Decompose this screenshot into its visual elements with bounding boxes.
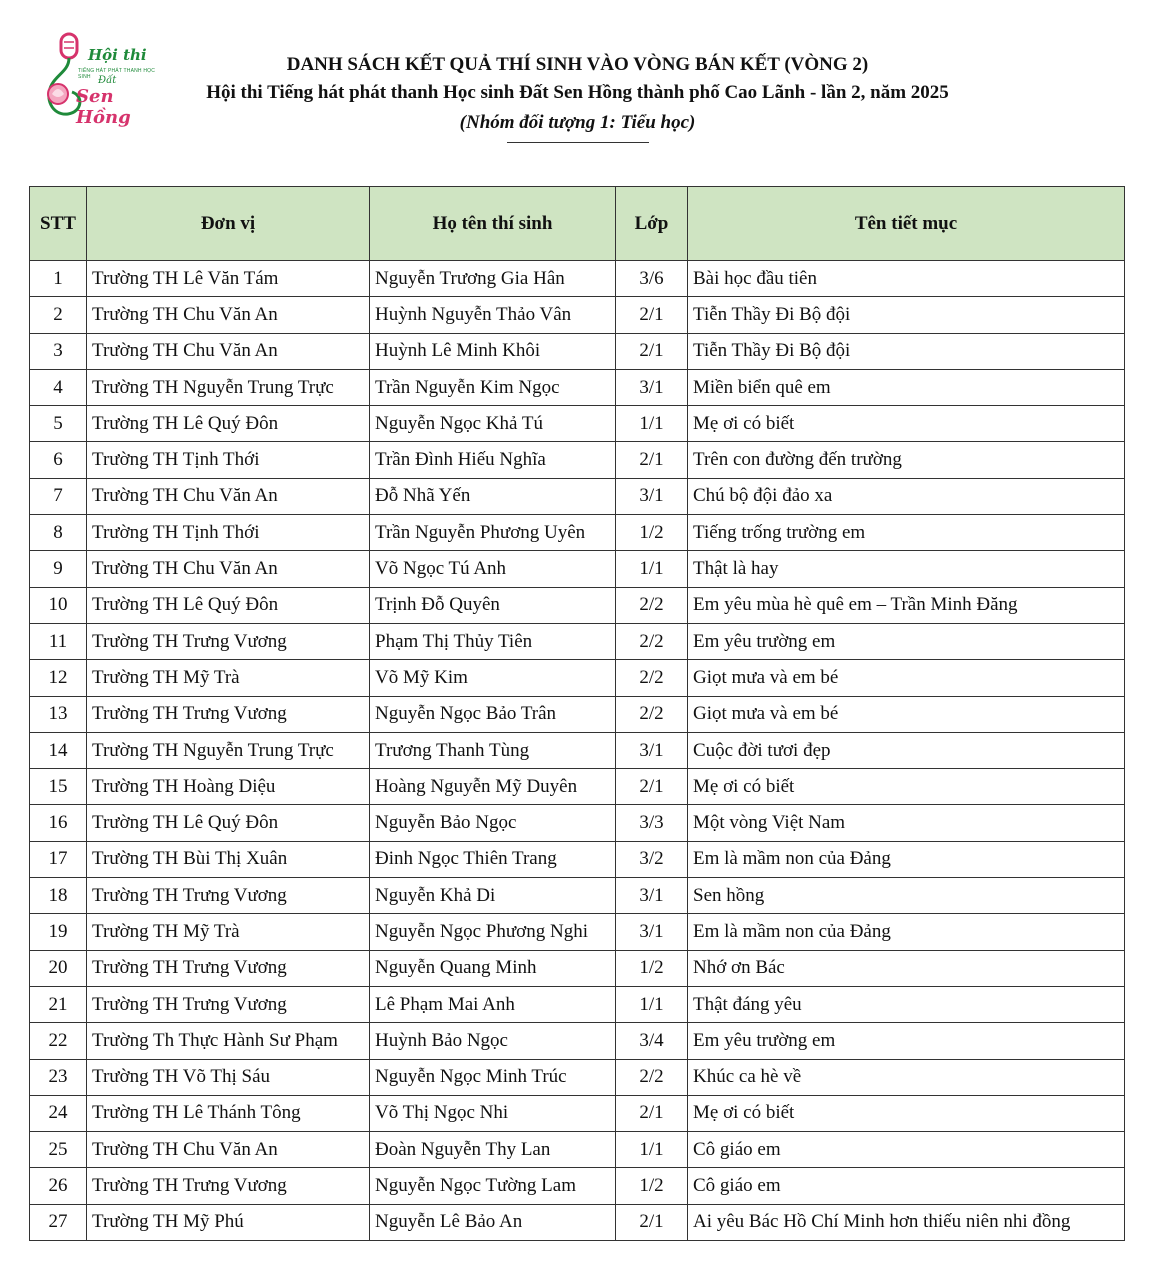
cell-unit: Trường TH Lê Văn Tám bbox=[87, 261, 370, 297]
cell-unit: Trường TH Mỹ Trà bbox=[87, 914, 370, 950]
cell-student-name: Huỳnh Nguyễn Thảo Vân bbox=[370, 297, 616, 333]
table-row bbox=[30, 369, 1125, 405]
cell-class: 3/1 bbox=[616, 878, 688, 914]
table-row bbox=[30, 587, 1125, 623]
table-row bbox=[30, 1132, 1125, 1168]
cell-unit: Trường TH Tịnh Thới bbox=[87, 515, 370, 551]
cell-stt: 5 bbox=[30, 406, 87, 442]
cell-song-title: Tiễn Thầy Đi Bộ đội bbox=[688, 297, 1125, 333]
document-group: (Nhóm đối tượng 1: Tiểu học) bbox=[459, 112, 696, 133]
table-row bbox=[30, 878, 1125, 914]
cell-stt: 26 bbox=[30, 1168, 87, 1204]
results-table bbox=[29, 186, 1125, 1241]
cell-song-title: Thật là hay bbox=[688, 551, 1125, 587]
cell-student-name: Trần Nguyễn Phương Uyên bbox=[370, 515, 616, 551]
table-row bbox=[30, 769, 1125, 805]
cell-class: 3/4 bbox=[616, 1023, 688, 1059]
cell-song-title: Em yêu mùa hè quê em – Trần Minh Đăng bbox=[688, 587, 1125, 623]
cell-class: 2/2 bbox=[616, 623, 688, 659]
cell-unit: Trường TH Mỹ Phú bbox=[87, 1204, 370, 1240]
cell-unit: Trường TH Chu Văn An bbox=[87, 297, 370, 333]
cell-unit: Trường TH Lê Quý Đôn bbox=[87, 406, 370, 442]
cell-stt: 15 bbox=[30, 769, 87, 805]
cell-student-name: Trương Thanh Tùng bbox=[370, 732, 616, 768]
cell-song-title: Cuộc đời tươi đẹp bbox=[688, 732, 1125, 768]
cell-stt: 20 bbox=[30, 950, 87, 986]
cell-song-title: Sen hồng bbox=[688, 878, 1125, 914]
cell-stt: 7 bbox=[30, 478, 87, 514]
cell-song-title: Ai yêu Bác Hồ Chí Minh hơn thiếu niên nhi đồng bbox=[688, 1204, 1125, 1240]
cell-unit: Trường TH Lê Quý Đôn bbox=[87, 805, 370, 841]
cell-class: 3/2 bbox=[616, 841, 688, 877]
cell-song-title: Mẹ ơi có biết bbox=[688, 1095, 1125, 1131]
cell-student-name: Nguyễn Ngọc Minh Trúc bbox=[370, 1059, 616, 1095]
cell-student-name: Nguyễn Ngọc Phương Nghi bbox=[370, 914, 616, 950]
cell-student-name: Nguyễn Quang Minh bbox=[370, 950, 616, 986]
cell-student-name: Nguyễn Lê Bảo An bbox=[370, 1204, 616, 1240]
header-unit: Đơn vị bbox=[87, 187, 370, 261]
cell-class: 1/1 bbox=[616, 551, 688, 587]
table-row bbox=[30, 551, 1125, 587]
cell-student-name: Võ Ngọc Tú Anh bbox=[370, 551, 616, 587]
cell-stt: 13 bbox=[30, 696, 87, 732]
cell-student-name: Phạm Thị Thủy Tiên bbox=[370, 623, 616, 659]
cell-song-title: Tiễn Thầy Đi Bộ đội bbox=[688, 333, 1125, 369]
cell-stt: 16 bbox=[30, 805, 87, 841]
cell-unit: Trường TH Trưng Vương bbox=[87, 950, 370, 986]
cell-unit: Trường TH Nguyễn Trung Trực bbox=[87, 732, 370, 768]
cell-stt: 10 bbox=[30, 587, 87, 623]
cell-unit: Trường TH Chu Văn An bbox=[87, 478, 370, 514]
cell-class: 1/1 bbox=[616, 1132, 688, 1168]
cell-class: 2/1 bbox=[616, 333, 688, 369]
cell-class: 2/1 bbox=[616, 297, 688, 333]
cell-student-name: Võ Mỹ Kim bbox=[370, 660, 616, 696]
table-row bbox=[30, 1168, 1125, 1204]
cell-class: 3/1 bbox=[616, 369, 688, 405]
table-row bbox=[30, 1059, 1125, 1095]
header-class: Lớp bbox=[616, 187, 688, 261]
title-underline bbox=[507, 142, 649, 143]
cell-student-name: Nguyễn Ngọc Khả Tú bbox=[370, 406, 616, 442]
cell-student-name: Đoàn Nguyễn Thy Lan bbox=[370, 1132, 616, 1168]
cell-song-title: Giọt mưa và em bé bbox=[688, 660, 1125, 696]
cell-song-title: Thật đáng yêu bbox=[688, 986, 1125, 1022]
cell-class: 1/2 bbox=[616, 515, 688, 551]
table-row bbox=[30, 805, 1125, 841]
cell-student-name: Nguyễn Ngọc Tường Lam bbox=[370, 1168, 616, 1204]
cell-song-title: Cô giáo em bbox=[688, 1132, 1125, 1168]
table-row bbox=[30, 297, 1125, 333]
cell-song-title: Em là mầm non của Đảng bbox=[688, 914, 1125, 950]
cell-stt: 21 bbox=[30, 986, 87, 1022]
table-body bbox=[30, 261, 1125, 1241]
header-name: Họ tên thí sinh bbox=[370, 187, 616, 261]
cell-class: 3/1 bbox=[616, 478, 688, 514]
cell-stt: 12 bbox=[30, 660, 87, 696]
cell-student-name: Nguyễn Ngọc Bảo Trân bbox=[370, 696, 616, 732]
cell-student-name: Lê Phạm Mai Anh bbox=[370, 986, 616, 1022]
cell-student-name: Huỳnh Lê Minh Khôi bbox=[370, 333, 616, 369]
cell-class: 1/1 bbox=[616, 406, 688, 442]
table-row bbox=[30, 442, 1125, 478]
cell-stt: 17 bbox=[30, 841, 87, 877]
cell-student-name: Hoàng Nguyễn Mỹ Duyên bbox=[370, 769, 616, 805]
table-row bbox=[30, 732, 1125, 768]
table-row bbox=[30, 261, 1125, 297]
cell-song-title: Một vòng Việt Nam bbox=[688, 805, 1125, 841]
cell-stt: 22 bbox=[30, 1023, 87, 1059]
cell-unit: Trường TH Trưng Vương bbox=[87, 623, 370, 659]
cell-class: 2/1 bbox=[616, 1095, 688, 1131]
cell-song-title: Mẹ ơi có biết bbox=[688, 406, 1125, 442]
document-subtitle: Hội thi Tiếng hát phát thanh Học sinh Đất Sen Hồng thành phố Cao Lãnh - lần 2, năm 2025 bbox=[206, 82, 949, 103]
cell-unit: Trường TH Chu Văn An bbox=[87, 551, 370, 587]
table-header-row bbox=[30, 187, 1125, 261]
cell-unit: Trường TH Mỹ Trà bbox=[87, 660, 370, 696]
cell-student-name: Nguyễn Bảo Ngọc bbox=[370, 805, 616, 841]
cell-class: 1/2 bbox=[616, 950, 688, 986]
cell-unit: Trường TH Võ Thị Sáu bbox=[87, 1059, 370, 1095]
cell-class: 3/1 bbox=[616, 732, 688, 768]
cell-class: 2/2 bbox=[616, 587, 688, 623]
cell-class: 2/1 bbox=[616, 769, 688, 805]
cell-stt: 4 bbox=[30, 369, 87, 405]
cell-class: 2/2 bbox=[616, 696, 688, 732]
table-row bbox=[30, 986, 1125, 1022]
cell-student-name: Trần Đình Hiếu Nghĩa bbox=[370, 442, 616, 478]
logo-text-hoi-thi: Hội thi bbox=[88, 46, 147, 64]
cell-stt: 25 bbox=[30, 1132, 87, 1168]
table-row bbox=[30, 623, 1125, 659]
table-row bbox=[30, 950, 1125, 986]
cell-student-name: Đỗ Nhã Yến bbox=[370, 478, 616, 514]
cell-class: 2/2 bbox=[616, 1059, 688, 1095]
cell-student-name: Trịnh Đỗ Quyên bbox=[370, 587, 616, 623]
cell-stt: 8 bbox=[30, 515, 87, 551]
cell-song-title: Miền biển quê em bbox=[688, 369, 1125, 405]
cell-class: 2/1 bbox=[616, 442, 688, 478]
cell-class: 2/2 bbox=[616, 660, 688, 696]
header-song: Tên tiết mục bbox=[688, 187, 1125, 261]
logo-tagline: TIẾNG HÁT PHÁT THANH HỌC SINH bbox=[78, 68, 156, 80]
cell-song-title: Bài học đầu tiên bbox=[688, 261, 1125, 297]
logo-text-sen-hong: Sen Hồng bbox=[76, 86, 131, 128]
cell-unit: Trường TH Bùi Thị Xuân bbox=[87, 841, 370, 877]
cell-student-name: Đinh Ngọc Thiên Trang bbox=[370, 841, 616, 877]
document-header bbox=[170, 52, 985, 143]
cell-unit: Trường Th Thực Hành Sư Phạm bbox=[87, 1023, 370, 1059]
cell-stt: 2 bbox=[30, 297, 87, 333]
cell-student-name: Nguyễn Khả Di bbox=[370, 878, 616, 914]
table-row bbox=[30, 515, 1125, 551]
cell-class: 1/1 bbox=[616, 986, 688, 1022]
cell-song-title: Chú bộ đội đảo xa bbox=[688, 478, 1125, 514]
cell-song-title: Cô giáo em bbox=[688, 1168, 1125, 1204]
cell-song-title: Nhớ ơn Bác bbox=[688, 950, 1125, 986]
cell-student-name: Nguyễn Trương Gia Hân bbox=[370, 261, 616, 297]
cell-stt: 18 bbox=[30, 878, 87, 914]
contest-logo bbox=[38, 30, 168, 130]
cell-stt: 27 bbox=[30, 1204, 87, 1240]
cell-class: 3/6 bbox=[616, 261, 688, 297]
cell-stt: 6 bbox=[30, 442, 87, 478]
table-row bbox=[30, 841, 1125, 877]
cell-stt: 11 bbox=[30, 623, 87, 659]
cell-student-name: Huỳnh Bảo Ngọc bbox=[370, 1023, 616, 1059]
cell-stt: 9 bbox=[30, 551, 87, 587]
cell-stt: 14 bbox=[30, 732, 87, 768]
table-row bbox=[30, 406, 1125, 442]
cell-class: 1/2 bbox=[616, 1168, 688, 1204]
cell-unit: Trường TH Lê Thánh Tông bbox=[87, 1095, 370, 1131]
table-row bbox=[30, 1095, 1125, 1131]
cell-song-title: Khúc ca hè về bbox=[688, 1059, 1125, 1095]
table-row bbox=[30, 914, 1125, 950]
cell-stt: 3 bbox=[30, 333, 87, 369]
table-row bbox=[30, 696, 1125, 732]
table-row bbox=[30, 660, 1125, 696]
cell-song-title: Em yêu trường em bbox=[688, 1023, 1125, 1059]
header-stt: STT bbox=[30, 187, 87, 261]
cell-stt: 19 bbox=[30, 914, 87, 950]
cell-unit: Trường TH Nguyễn Trung Trực bbox=[87, 369, 370, 405]
cell-stt: 24 bbox=[30, 1095, 87, 1131]
cell-unit: Trường TH Trưng Vương bbox=[87, 1168, 370, 1204]
cell-class: 3/3 bbox=[616, 805, 688, 841]
cell-unit: Trường TH Trưng Vương bbox=[87, 878, 370, 914]
logo-text-dat: Đất bbox=[98, 75, 117, 86]
cell-class: 2/1 bbox=[616, 1204, 688, 1240]
cell-unit: Trường TH Tịnh Thới bbox=[87, 442, 370, 478]
cell-unit: Trường TH Chu Văn An bbox=[87, 1132, 370, 1168]
cell-student-name: Võ Thị Ngọc Nhi bbox=[370, 1095, 616, 1131]
cell-unit: Trường TH Trưng Vương bbox=[87, 986, 370, 1022]
cell-student-name: Trần Nguyễn Kim Ngọc bbox=[370, 369, 616, 405]
cell-song-title: Trên con đường đến trường bbox=[688, 442, 1125, 478]
cell-song-title: Tiếng trống trường em bbox=[688, 515, 1125, 551]
table-row bbox=[30, 333, 1125, 369]
cell-unit: Trường TH Trưng Vương bbox=[87, 696, 370, 732]
cell-unit: Trường TH Hoàng Diệu bbox=[87, 769, 370, 805]
cell-stt: 1 bbox=[30, 261, 87, 297]
cell-class: 3/1 bbox=[616, 914, 688, 950]
cell-song-title: Giọt mưa và em bé bbox=[688, 696, 1125, 732]
cell-unit: Trường TH Chu Văn An bbox=[87, 333, 370, 369]
table-row bbox=[30, 1204, 1125, 1240]
cell-unit: Trường TH Lê Quý Đôn bbox=[87, 587, 370, 623]
cell-stt: 23 bbox=[30, 1059, 87, 1095]
document-title: DANH SÁCH KẾT QUẢ THÍ SINH VÀO VÒNG BÁN KẾT (VÒNG 2) bbox=[286, 54, 869, 75]
cell-song-title: Mẹ ơi có biết bbox=[688, 769, 1125, 805]
table-row bbox=[30, 1023, 1125, 1059]
table-row bbox=[30, 478, 1125, 514]
cell-song-title: Em yêu trường em bbox=[688, 623, 1125, 659]
cell-song-title: Em là mầm non của Đảng bbox=[688, 841, 1125, 877]
